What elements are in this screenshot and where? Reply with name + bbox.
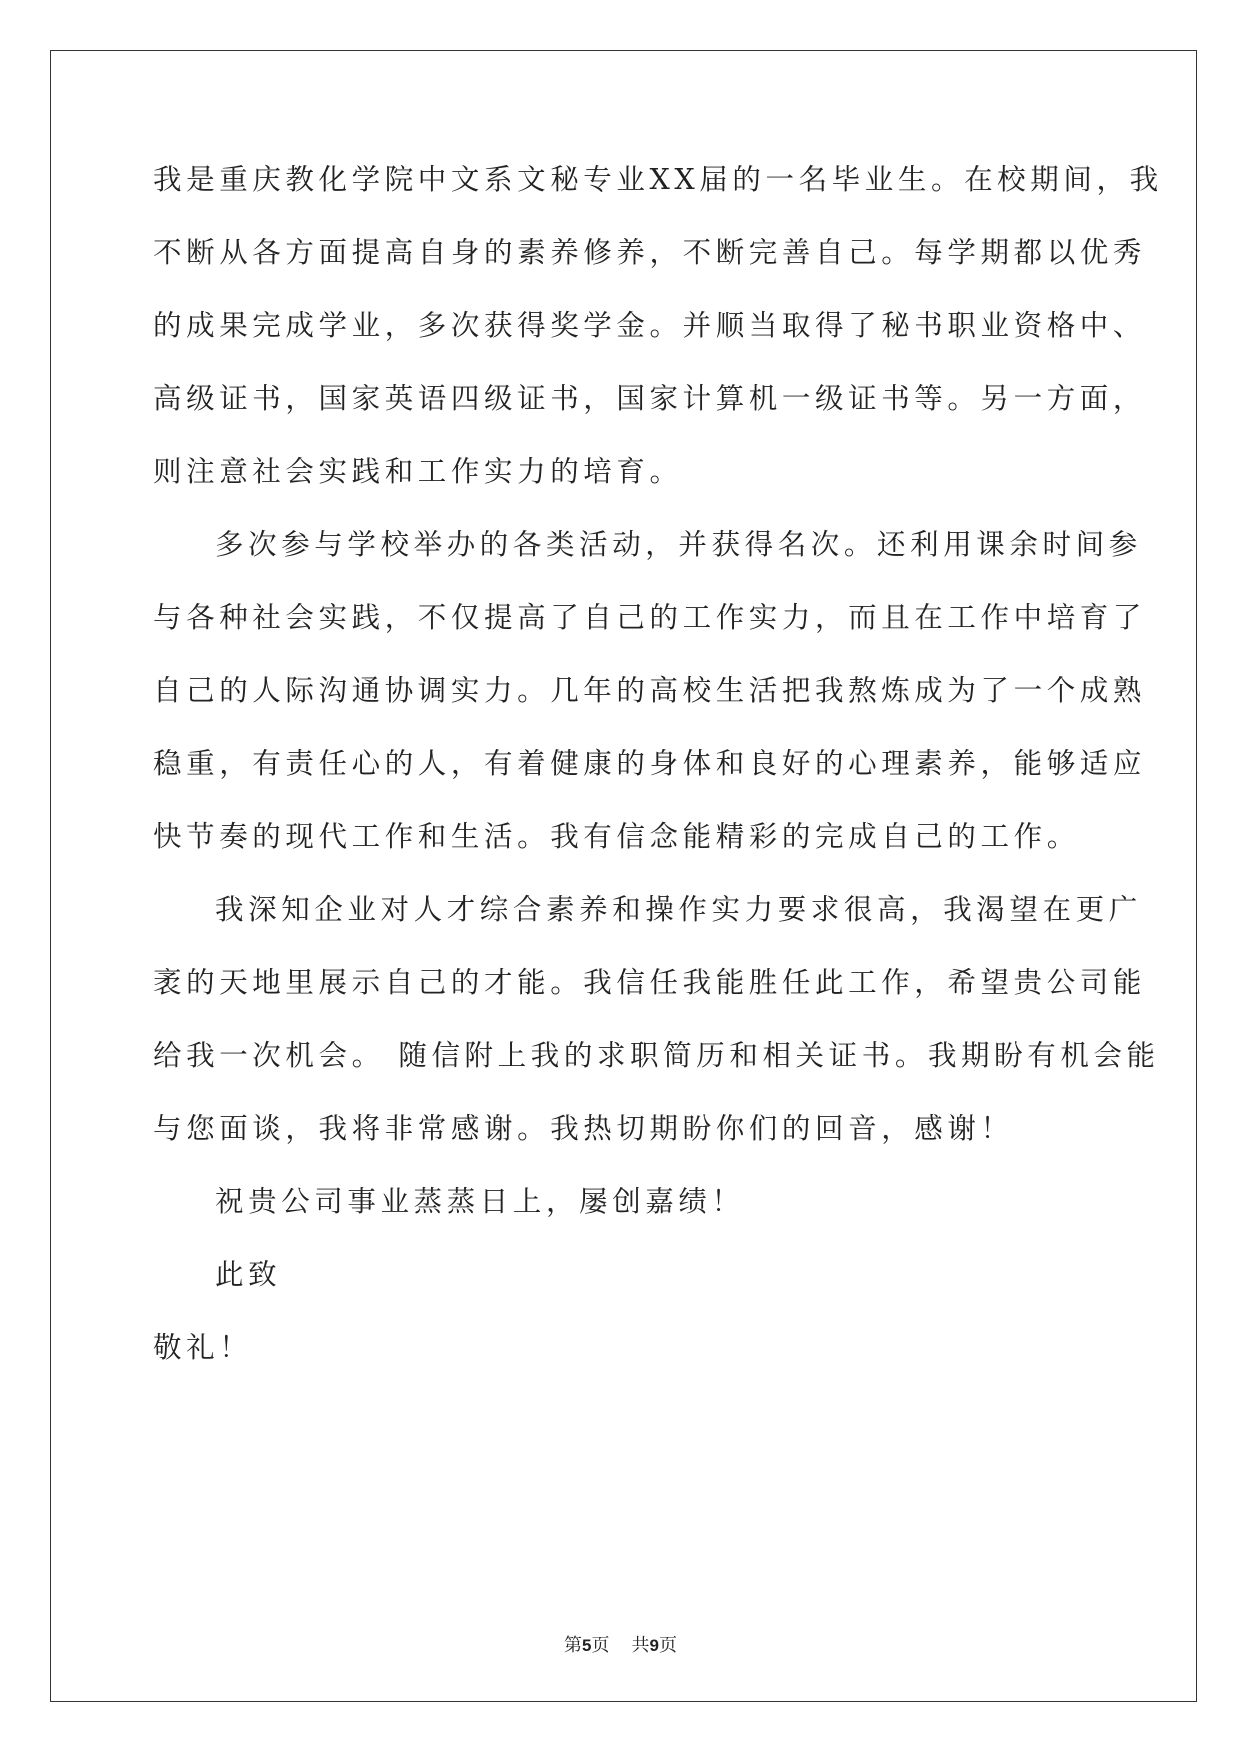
- closing-regards: 敬礼！: [153, 1331, 253, 1364]
- text-line: 我是重庆教化学院中文系文秘专业XX届的一名毕业生。在校期间，我: [153, 163, 1163, 196]
- text-line: 与您面谈，我将非常感谢。我热切期盼你们的回音，感谢！: [153, 1112, 1014, 1145]
- text-line: 我深知企业对人才综合素养和操作实力要求很高，我渴望在更广: [215, 893, 1142, 926]
- text-line: 稳重，有责任心的人，有着健康的身体和良好的心理素养，能够适应: [153, 747, 1147, 780]
- text-line: 高级证书，国家英语四级证书，国家计算机一级证书等。另一方面，: [153, 382, 1147, 415]
- page-number: 5: [582, 1636, 592, 1655]
- text-line: 自己的人际沟通协调实力。几年的高校生活把我熬炼成为了一个成熟: [153, 674, 1147, 707]
- page-suffix: 页: [591, 1635, 610, 1656]
- text-line: 则注意社会实践和工作实力的培育。: [153, 455, 683, 488]
- text-line: 快节奏的现代工作和生活。我有信念能精彩的完成自己的工作。: [153, 820, 1080, 853]
- text-line: 不断从各方面提高自身的素养修养，不断完善自己。每学期都以优秀: [153, 236, 1147, 269]
- total-suffix: 页: [658, 1635, 677, 1656]
- closing-salutation: 此致: [215, 1258, 282, 1291]
- total-pages: 9: [649, 1636, 659, 1655]
- text-line: 的成果完成学业，多次获得奖学金。并顺当取得了秘书职业资格中、: [153, 309, 1147, 342]
- page-prefix: 第: [564, 1635, 583, 1656]
- page-border: [50, 50, 1197, 1702]
- text-line: 多次参与学校举办的各类活动，并获得名次。还利用课余时间参: [215, 528, 1142, 561]
- page-footer: [0, 1634, 1241, 1658]
- text-line: 袤的天地里展示自己的才能。我信任我能胜任此工作，希望贵公司能: [153, 966, 1147, 999]
- total-prefix: 共: [631, 1635, 650, 1656]
- text-line: 给我一次机会。 随信附上我的求职简历和相关证书。我期盼有机会能: [153, 1039, 1160, 1072]
- closing-wish: 祝贵公司事业蒸蒸日上，屡创嘉绩！: [215, 1185, 745, 1218]
- text-line: 与各种社会实践，不仅提高了自己的工作实力，而且在工作中培育了: [153, 601, 1147, 634]
